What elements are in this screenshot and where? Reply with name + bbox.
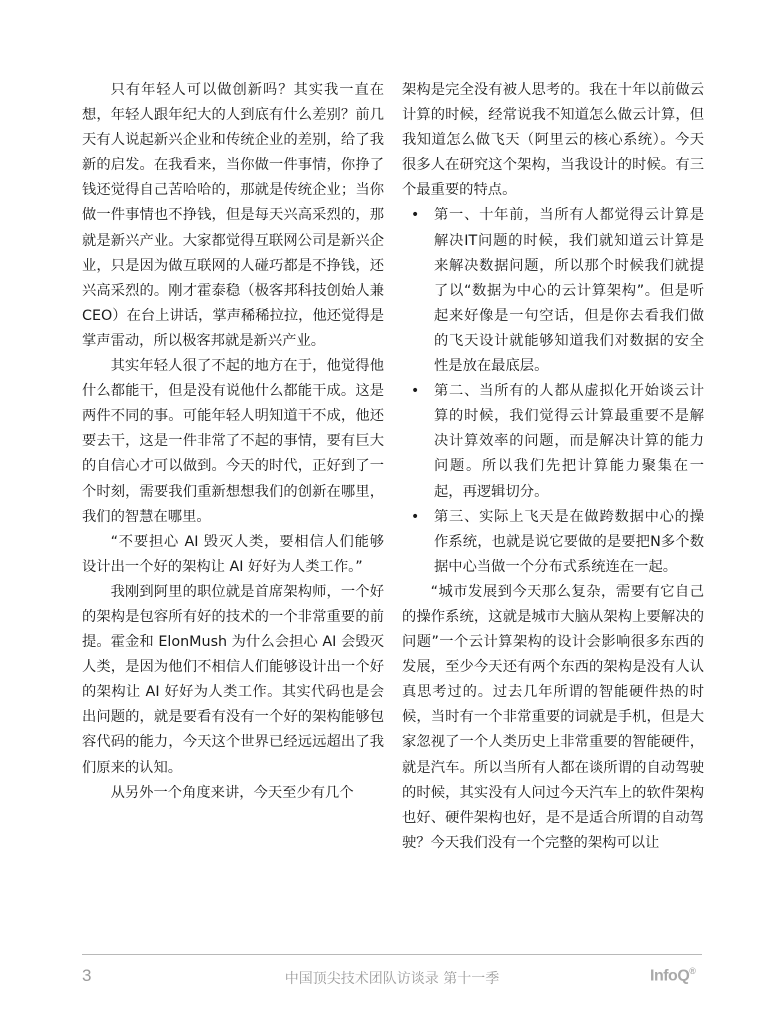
paragraph: 其实年轻人很了不起的地方在于，他觉得他什么都能干，但是没有说他什么都能干成。这是两件不同的事。可能年轻人明知道干不成，他还要去干，这是一件非常了不起的事情，要有巨大的自信心才可以做到。今天的时代，正好到了一个时刻，需要我们重新想想我们的创新在哪里，我们的智慧在哪里。	[82, 358, 384, 525]
list-item	[402, 203, 704, 379]
bullet-icon: •	[411, 207, 420, 224]
list-item	[402, 505, 704, 580]
registered-mark: ®	[689, 966, 696, 976]
list-item-text: 第三、实际上飞天是在做跨数据中心的操作系统，也就是说它要做的是要把N多个数据中心当做一个分布式系统连在一起。	[434, 508, 704, 575]
left-column	[82, 78, 384, 806]
list-item-text: 第二、当所有的人都从虚拟化开始谈云计算的时候，我们觉得云计算最重要不是解决计算效率的问题，而是解决计算的能力问题。所以我们先把计算能力聚集在一起，再逻辑切分。	[434, 383, 704, 500]
right-column	[402, 78, 704, 856]
feature-list	[402, 203, 704, 579]
infoq-logo	[650, 966, 695, 985]
footer-title: 中国顶尖技术团队访谈录 第十一季	[284, 971, 500, 987]
paragraph: “城市发展到今天那么复杂，需要有它自己的操作系统，这就是城市大脑从架构上要解决的问题”一个云计算架构的设计会影响很多东西的发展，至少今天还有两个东西的架构是没有人认真思考过的。过去几年所谓的智能硬件热的时候，当时有一个非常重要的词就是手机，但是大家忽视了一个人类历史上非常重要的智能硬件，就是汽车。所以当所有人都在谈所谓的自动驾驶的时候，其实没有人问过今天汽车上的软件架构也好、硬件架构也好，是不是适合所谓的自动驾驶？今天我们没有一个完整的架构可以让	[402, 583, 704, 851]
paragraph: 从另外一个角度来讲，今天至少有几个	[110, 784, 354, 801]
list-item-text: 第一、十年前，当所有人都觉得云计算是解决IT问题的时候，我们就知道云计算是来解决数据问题，所以那个时候我们就提了以“数据为中心的云计算架构”。但是听起来好像是一句空话，但是你去看我们做的飞天设计就能够知道我们对数据的安全性是放在最底层。	[434, 207, 704, 375]
page-number: 3	[82, 966, 92, 985]
bullet-icon: •	[411, 383, 420, 400]
bullet-icon: •	[411, 508, 420, 525]
paragraph: 只有年轻人可以做创新吗？其实我一直在想，年轻人跟年纪大的人到底有什么差别？前几天有人说起新兴企业和传统企业的差别，给了我新的启发。在我看来，当你做一件事情，你挣了钱还觉得自己苦哈哈的，那就是传统企业；当你做一件事情也不挣钱，但是每天兴高采烈的，那就是新兴产业。大家都觉得互联网公司是新兴企业，只是因为做互联网的人碰巧都是不挣钱，还兴高采烈的。刚才霍泰稳（极客邦科技创始人兼 CEO）在台上讲话，掌声稀稀拉拉，他还觉得是掌声雷动，所以极客邦就是新兴产业。	[82, 82, 384, 349]
footer-divider	[82, 954, 702, 955]
paragraph-continued: 架构是完全没有被人思考的。我在十年以前做云计算的时候，经常说我不知道怎么做云计算，但我知道怎么做飞天（阿里云的核心系统）。今天很多人在研究这个架构，当我设计的时候。有三个最重要的特点。	[402, 82, 704, 199]
logo-text: InfoQ	[650, 967, 690, 985]
list-item	[402, 379, 704, 504]
quote-paragraph: “不要担心 AI 毁灭人类，要相信人们能够设计出一个好的架构让 AI 好好为人类工作。”	[82, 533, 384, 575]
paragraph: 我刚到阿里的职位就是首席架构师，一个好的架构是包容所有好的技术的一个非常重要的前提。霍金和 ElonMush 为什么会担心 AI 会毁灭人类，是因为他们不相信人们能够设计出一个好的架构让 AI 好好为人类工作。其实代码也是会出问题的，就是要看有没有一个好的架构能够包容代码的能力，今天这个世界已经远远超出了我们原来的认知。	[82, 583, 384, 776]
